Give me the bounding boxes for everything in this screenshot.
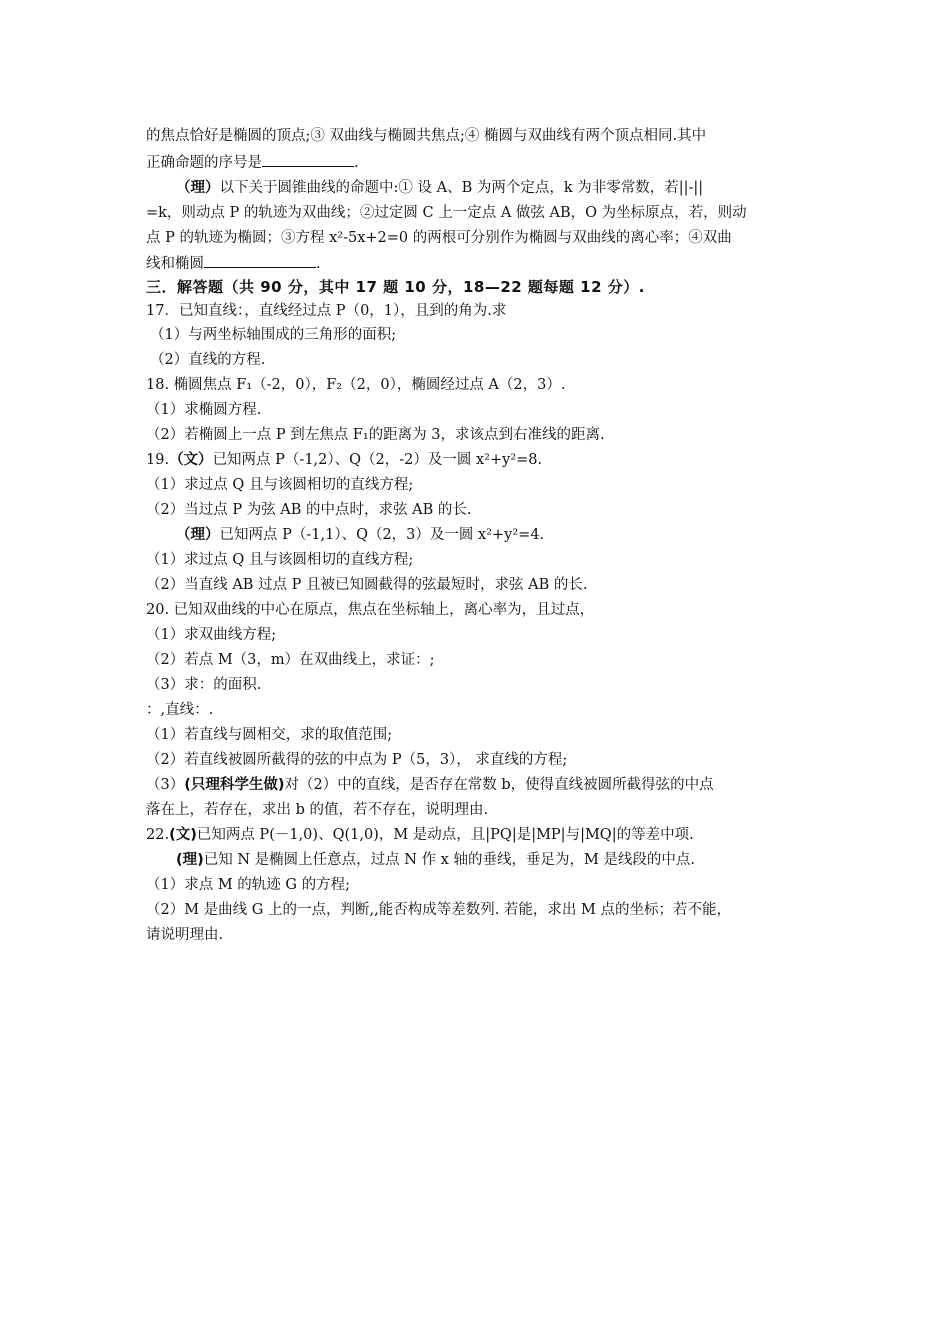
text-line: （1）求点 M 的轨迹 G 的方程; bbox=[146, 877, 350, 893]
text-line: （3）(只理科学生做)对（2）中的直线，是否存在常数 b，使得直线被圆所截得弦的中点 bbox=[146, 777, 714, 793]
text-line: （2）当过点 P 为弦 AB 的中点时，求弦 AB 的长. bbox=[146, 502, 472, 518]
question-18: 18. 椭圆焦点 F₁（-2，0），F₂（2，0），椭圆经过点 A（2，3）. bbox=[146, 377, 566, 393]
question-20: 20. 已知双曲线的中心在原点，焦点在坐标轴上，离心率为，且过点， bbox=[146, 602, 595, 618]
text-line: （2）直线的方程. bbox=[150, 352, 266, 368]
text-line: （1）求双曲线方程; bbox=[146, 627, 277, 643]
question-17: 17．已知直线：，直线经过点 P（0，1），且到的角为.求 bbox=[146, 303, 507, 319]
text-line: 请说明理由. bbox=[146, 927, 224, 943]
text-line: （理）已知两点 P（-1,1）、Q（2，3）及一圆 x²+y²=4. bbox=[176, 527, 545, 543]
text-line: （2）若直线被圆所截得的弦的中点为 P（5，3）， 求直线的方程; bbox=[146, 752, 568, 768]
text-line: =k，则动点 P 的轨迹为双曲线；②过定圆 C 上一定点 A 做弦 AB，O 为坐标原点，若，则动 bbox=[146, 205, 747, 221]
text-line: （1）求椭圆方程. bbox=[146, 402, 262, 418]
text-line: （2）若点 M（3，m）在双曲线上，求证：; bbox=[146, 652, 435, 668]
text-line: 线和椭圆 . bbox=[146, 253, 321, 274]
text-line: 落在上，若存在，求出 b 的值，若不存在，说明理由. bbox=[146, 802, 489, 818]
text-line: （理）以下关于圆锥曲线的命题中:① 设 A、B 为两个定点，k 为非零常数，若||-|| bbox=[176, 180, 704, 196]
answer-blank bbox=[262, 152, 354, 167]
text-line: （1）若直线与圆相交，求的取值范围; bbox=[146, 727, 393, 743]
text-line: (理)已知 N 是椭圆上任意点，过点 N 作 x 轴的垂线，垂足为，M 是线段的中点. bbox=[176, 852, 696, 868]
text-line: 点 P 的轨迹为椭圆；③方程 x²-5x+2=0 的两根可分别作为椭圆与双曲线的离心率；④双曲 bbox=[146, 230, 732, 246]
text-line: （2）若椭圆上一点 P 到左焦点 F₁的距离为 3，求该点到右准线的距离. bbox=[146, 427, 605, 443]
question-19: 19.（文）已知两点 P（-1,2）、Q（2，-2）及一圆 x²+y²=8. bbox=[146, 452, 543, 468]
text-line: （1）求过点 Q 且与该圆相切的直线方程; bbox=[146, 477, 414, 493]
text-line: 的焦点恰好是椭圆的顶点;③ 双曲线与椭圆共焦点;④ 椭圆与双曲线有两个顶点相同.其中 bbox=[146, 128, 707, 144]
question-22: 22.(文)已知两点 P(－1,0)、Q(1,0)，M 是动点，且|PQ|是|MP|与|MQ|的等差中项. bbox=[146, 827, 694, 843]
text-line: （1）求过点 Q 且与该圆相切的直线方程; bbox=[146, 552, 414, 568]
text-line: 正确命题的序号是 . bbox=[146, 152, 359, 173]
question-21: ：,直线：. bbox=[146, 702, 214, 718]
answer-blank bbox=[204, 253, 316, 268]
text-line: （2）M 是曲线 G 上的一点，判断,,能否构成等差数列. 若能，求出 M 点的坐标；若不能， bbox=[146, 902, 731, 918]
section-heading: 三．解答题（共 90 分，其中 17 题 10 分，18—22 题每题 12 分）. bbox=[146, 278, 645, 296]
text-line: （3）求：的面积. bbox=[146, 677, 262, 693]
text-line: （2）当直线 AB 过点 P 且被已知圆截得的弦最短时，求弦 AB 的长. bbox=[146, 577, 588, 593]
text-line: （1）与两坐标轴围成的三角形的面积; bbox=[150, 327, 397, 343]
